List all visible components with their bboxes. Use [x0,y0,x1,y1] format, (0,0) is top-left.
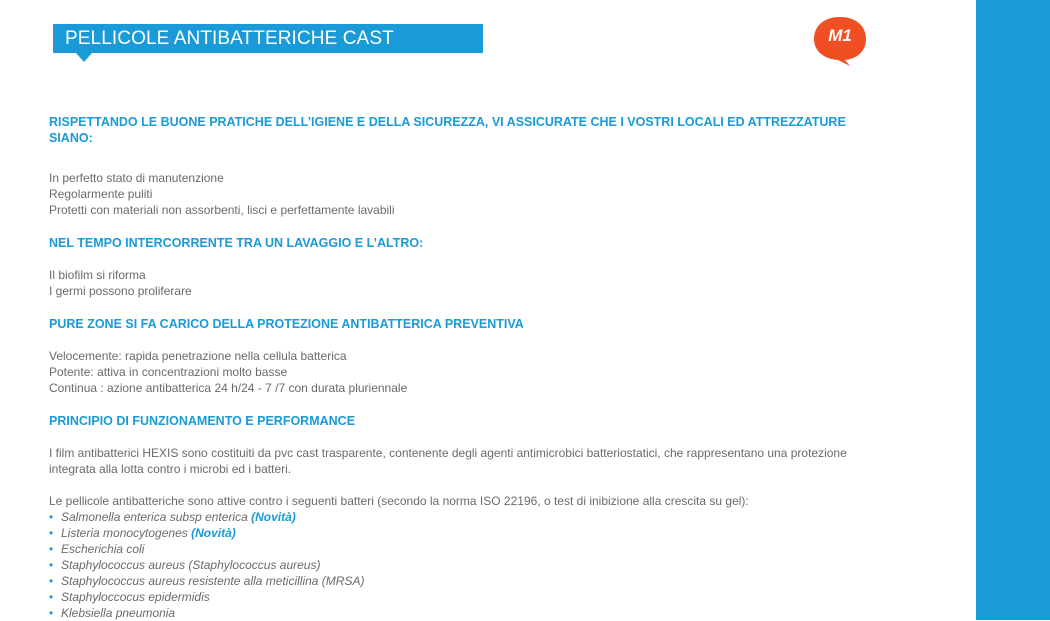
bacteria-name: Escherichia coli [61,542,145,556]
bacteria-name: Staphyloccocus epidermidis [61,590,210,604]
new-tag: (Novità) [191,526,236,540]
section-heading-hygiene: RISPETTANDO LE BUONE PRATICHE DELL’IGIENE E DELLA SICUREZZA, VI ASSICURATE CHE I VOSTRI LOCALI ED ATTREZZATURE SIANO: [49,115,846,145]
text-line: Velocemente: rapida penetrazione nella cellula batterica [49,349,347,363]
list-item [49,589,879,605]
list-item [49,525,879,541]
text-line: In perfetto stato di manutenzione [49,171,224,185]
section-heading-protection: PURE ZONE SI FA CARICO DELLA PROTEZIONE ANTIBATTERICA PREVENTIVA [49,317,524,331]
bacteria-name: Salmonella enterica subsp enterica [61,510,248,524]
bullet-icon: • [49,590,54,604]
bacteria-list [49,509,879,621]
bacteria-name: Listeria monocytogenes [61,526,188,540]
text-line: Continua : azione antibatterica 24 h/24 - 7 /7 con durata pluriennale [49,381,408,395]
paragraph-film-description: I film antibatterici HEXIS sono costituiti da pvc cast trasparente, contenente degli agenti antimicrobici batteriostatici, che rappresentano una protezione integrata alla lotta contro i microbi ed i batteri. [49,446,847,476]
title-banner-tail [76,53,92,62]
section-heading-principle: PRINCIPIO DI FUNZIONAMENTO E PERFORMANCE [49,414,356,428]
text-line: Protetti con materiali non assorbenti, lisci e perfettamente lavabili [49,203,395,217]
page-title: PELLICOLE ANTIBATTERICHE CAST [53,24,483,53]
list-item [49,605,879,621]
section-heading-interval: NEL TEMPO INTERCORRENTE TRA UN LAVAGGIO E L’ALTRO: [49,236,424,250]
paragraph-bacteria-intro: Le pellicole antibatteriche sono attive contro i seguenti batteri (secondo la norma ISO 22196, o test di inibizione alla crescita su gel): [49,494,749,508]
text-line: Regolarmente puliti [49,187,153,201]
bacteria-name: Klebsiella pneumonia [61,606,176,620]
list-item [49,557,879,573]
section-badge: M1 [828,26,852,45]
list-item [49,509,879,525]
bullet-icon: • [49,558,54,572]
text-line: I germi possono proliferare [49,284,192,298]
text-line: Il biofilm si riforma [49,268,146,282]
main-content [49,114,879,621]
right-sidebar-band [976,0,1050,620]
text-line: Potente: attiva in concentrazioni molto basse [49,365,288,379]
bullet-icon: • [49,526,54,540]
list-item [49,573,879,589]
bacteria-name: Staphylococcus aureus (Staphylococcus aureus) [61,558,321,572]
bullet-icon: • [49,510,54,524]
list-item [49,541,879,557]
bullet-icon: • [49,542,54,556]
bacteria-name: Staphylococcus aureus resistente alla meticillina (MRSA) [61,574,365,588]
bullet-icon: • [49,606,54,620]
bullet-icon: • [49,574,54,588]
new-tag: (Novità) [251,510,296,524]
